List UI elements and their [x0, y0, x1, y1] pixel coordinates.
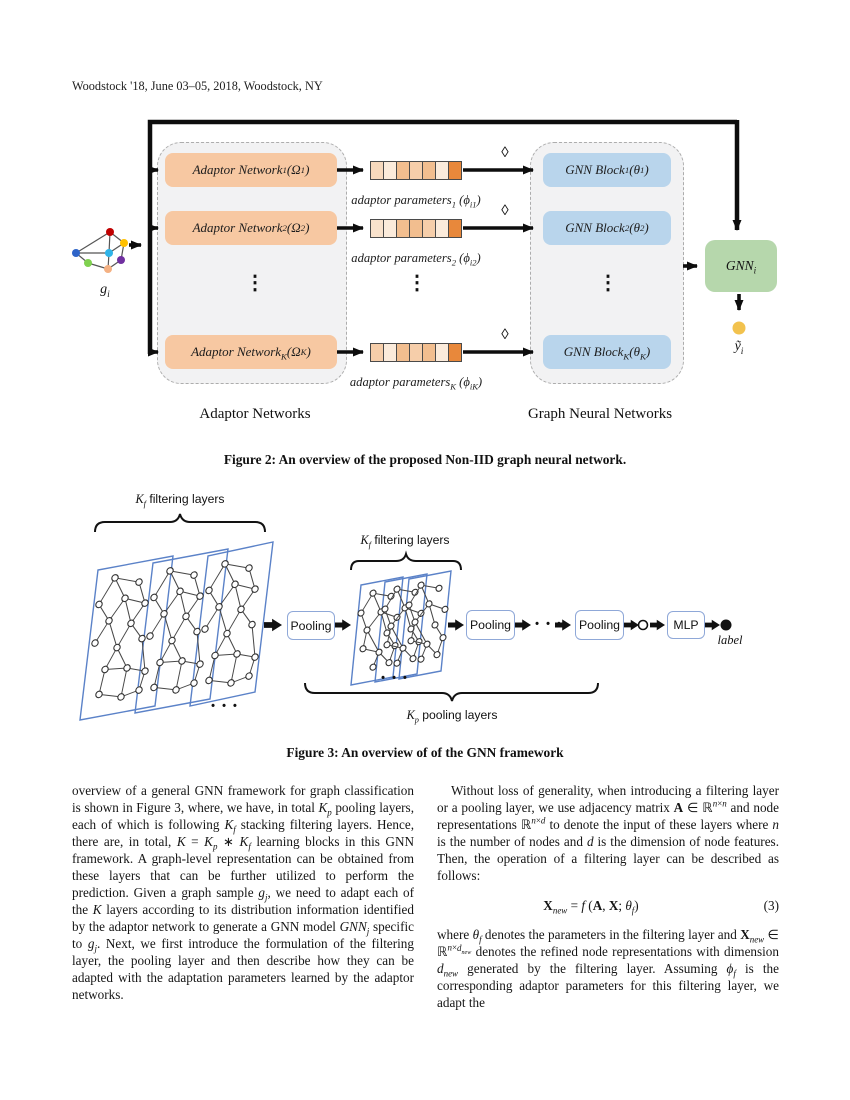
graph-plane — [135, 549, 228, 713]
param-vector — [371, 343, 462, 362]
param-vector — [371, 161, 462, 180]
pooling-box: Pooling — [575, 610, 624, 640]
param-vector — [371, 219, 462, 238]
figure3-diagram — [65, 480, 785, 760]
adaptor-group-label: Adaptor Networks — [199, 406, 311, 422]
figure3-caption: Figure 3: An overview of of the GNN framework — [286, 745, 564, 760]
pooling-layers-label: $K_p$ pooling layers — [406, 708, 498, 725]
flow-arrow — [448, 619, 464, 630]
pooling-box: Pooling — [287, 611, 335, 640]
pooling-brace — [305, 683, 598, 701]
gnn-i-box: $GNN_i$ — [705, 240, 777, 292]
flow-arrow — [705, 620, 720, 631]
body-paragraph: overview of a general GNN framework for graph classification is shown in Figure 3, where, we have, in total $K_p$ pooling layers, each of which is following $K_f$ stacking filtering layers. Hence, there are, in total, $K = K_p$ ∗ $K_f$ learning blocks in this GNN framework. A graph-level representation can be obtained from these layers that can be further utilized to perform the prediction. Given a graph sample $g_j$, we need to adapt each of the K layers according to its distribution information identified by the adaptor network to generate a GNN model $GNN_j$ specific to $g_j$. Next, we first introduce the formulation of the filtering layer, the pooling layer and then describe how they can be adapted with the adaptation parameters learned by the adaptor networks. — [72, 783, 414, 1002]
equation-number: (3) — [763, 898, 779, 913]
mlp-box: MLP — [667, 611, 705, 639]
filtering-layers-label-2: $K_f$ filtering layers — [360, 533, 450, 550]
adaptor-network-box: Adaptor Network 2 (Ω 2 ) — [165, 211, 337, 245]
running-header: Woodstock '18, June 03–05, 2018, Woodstock, NY — [72, 79, 323, 93]
label-dot — [721, 620, 732, 631]
input-graph-label: $g_i$ — [100, 282, 110, 300]
readout-circle — [639, 621, 648, 630]
output-label: ỹ$_i$ — [734, 339, 744, 357]
filtering-brace-2 — [351, 554, 461, 570]
prediction-dot — [733, 322, 746, 335]
vdots: ⋮ — [598, 272, 618, 294]
diamond-icon: ◊ — [501, 327, 509, 343]
pooling-box: Pooling — [466, 610, 515, 640]
param-label: adaptor parameters$_2$ $(\phi_{i2})$ — [351, 251, 481, 268]
adaptor-network-box: Adaptor Network 1 (Ω 1 ) — [165, 153, 337, 187]
vdots: ⋮ — [407, 272, 427, 294]
gnn-block-box: GNN Block 1 ( θ 1 ) — [543, 153, 671, 187]
equation-3 — [437, 897, 779, 914]
hdots: • • • — [535, 618, 563, 630]
gnn-block-box: GNN Block 2 ( θ 2 ) — [543, 211, 671, 245]
figure2-diagram — [65, 110, 785, 460]
param-label: adaptor parameters$_1$ $(\phi_{i1})$ — [351, 193, 481, 210]
flow-arrow — [650, 620, 665, 631]
flow-arrow — [335, 619, 351, 630]
diamond-icon: ◊ — [501, 203, 509, 219]
flow-arrow — [624, 620, 639, 631]
filtering-layers-label-1: $K_f$ filtering layers — [135, 492, 225, 509]
gnn-block-box: GNN Block$_K$ ( $\theta_K$ ) — [543, 335, 671, 369]
gnn-group-label: Graph Neural Networks — [527, 406, 673, 422]
label-text: label — [717, 633, 743, 647]
left-column — [72, 782, 414, 1003]
stack-dots: • • • — [211, 700, 239, 712]
right-column — [437, 782, 779, 1011]
input-graph-icon — [72, 228, 128, 273]
flow-arrow — [264, 619, 282, 632]
filtering-brace-1 — [95, 514, 265, 532]
body-paragraph: Without loss of generality, when introducing a filtering layer or a pooling layer, we use adjacency matrix A ∈ ℝ$^{n\times n}$ and node representations ℝ$^{n\times d}$ to denote the input of these layers where n is the number of nodes and d is the dimension of node features. Then, the operation of a filtering layer can be described as follows: — [437, 783, 779, 883]
diamond-icon: ◊ — [501, 145, 509, 161]
stack-dots: • • • — [381, 672, 409, 684]
graph-plane — [80, 556, 173, 720]
vdots: ⋮ — [245, 272, 265, 294]
body-paragraph: where $\theta_f$ denotes the parameters in the filtering layer and $X_{new}$ ∈ ℝ$^{n\times d_{new}}$ denotes the refined node representations with dimension $d_{new}$ generated by the filtering layer. Assuming $\phi_f$ is the corresponding adaptor parameters for this filtering layer, we adapt the — [437, 927, 780, 1010]
adaptor-network-box: Adaptor Network$_K$ (Ω K ) — [165, 335, 337, 369]
param-label: adaptor parameters$_K$ $(\phi_{iK})$ — [349, 375, 483, 392]
equation-formula: $X_{new} = f$ (A, X; $\theta_f$) — [543, 898, 639, 916]
figure2-caption: Figure 2: An overview of the proposed Non-IID graph neural network. — [223, 452, 627, 467]
